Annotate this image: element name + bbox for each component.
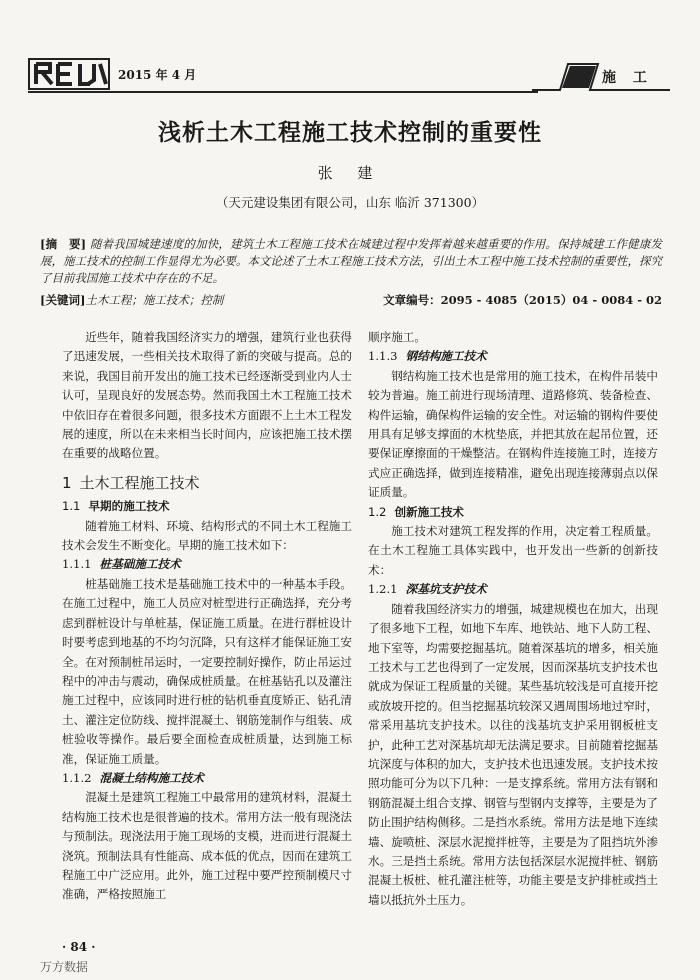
heading-1-1-3-number: 1.1.3 xyxy=(368,349,398,364)
page-number: · 84 · xyxy=(62,940,96,954)
abstract xyxy=(40,236,662,287)
keywords xyxy=(40,293,223,307)
heading-1-1 xyxy=(62,497,352,516)
paragraph-1-1-3: 钢结构施工技术也是常用的施工技术，在构件吊装中较为普遍。施工前进行现场清理、道路修筑、装备检查、构件运输，确保构件运输的安全性。对运输的钢构件要使用具有足够支撑面的木枕垫底，并把其放在起吊位置，还要保证摩擦面的干燥整洁。在钢构件连接施工时，连接方式应正确选择，做到连接精准，避免出现连接薄弱点以保证质量。 xyxy=(368,368,658,500)
author: 张 建 xyxy=(317,164,383,182)
heading-1-2-number: 1.2 xyxy=(368,504,387,519)
paragraph-1-1: 随着施工材料、环境、结构形式的不同土木工程施工技术会发生不断变化。早期的施工技术如下： xyxy=(62,518,352,553)
right-column xyxy=(368,328,658,910)
heading-1 xyxy=(62,474,352,493)
keywords-label: [关键词] xyxy=(40,293,86,307)
article-number-value: 2095 - 4085（2015）04 - 0084 - 02 xyxy=(440,293,662,307)
heading-1-1-2 xyxy=(62,769,352,788)
heading-1-1-2-title: 混凝土结构施工技术 xyxy=(99,770,204,785)
heading-1-1-1 xyxy=(62,555,352,574)
heading-1-1-title: 早期的施工技术 xyxy=(88,499,170,514)
heading-1-1-1-title: 桩基础施工技术 xyxy=(99,557,181,572)
heading-1-2-1-title: 深基坑支护技术 xyxy=(405,582,487,597)
issue-date: 2015 年 4 月 xyxy=(118,68,197,82)
heading-1-2-1 xyxy=(368,580,658,599)
paragraph-1-2: 施工技术对建筑工程发挥的作用，决定着工程质量。在土木工程施工具体实践中，也开发出一些新的创新技术： xyxy=(368,524,658,577)
heading-1-1-3-title: 钢结构施工技术 xyxy=(405,349,487,364)
heading-1-2-1-number: 1.2.1 xyxy=(368,582,398,597)
left-column xyxy=(62,328,352,905)
affiliation: （天元建设集团有限公司，山东 临沂 371300） xyxy=(215,195,485,210)
heading-1-2-title: 创新施工技术 xyxy=(394,504,465,519)
article-title: 浅析土木工程施工技术控制的重要性 xyxy=(158,120,542,146)
heading-1-2 xyxy=(368,503,658,522)
article-number xyxy=(383,292,662,308)
abstract-label: [摘 要] xyxy=(40,237,87,251)
watermark: 万方数据 xyxy=(40,960,89,974)
journal-logo xyxy=(28,58,110,90)
keywords-text: 土木工程；施工技术；控制 xyxy=(85,293,224,307)
continued-text: 顺序施工。 xyxy=(368,330,426,344)
heading-1-1-3 xyxy=(368,347,658,366)
heading-1-number: 1 xyxy=(62,473,72,492)
intro-paragraph: 近些年，随着我国经济实力的增强，建筑行业也获得了迅速发展，一些相关技术取得了新的突破与提高。总的来说，我国目前开发出的施工技术已经逐渐受到业内人士认可，呈现良好的发展态势。然而我国土木工程施工技术中依旧存在着很多问题，很多技术方面跟不上土木工程发展的速度，所以在未来相当长时间内，应该把施工技术摆在重要的战略位置。 xyxy=(62,330,352,461)
heading-1-1-1-number: 1.1.1 xyxy=(62,557,92,572)
abstract-text: 随着我国城建速度的加快，建筑土木工程施工技术在城建过程中发挥着越来越重要的作用。保持城建工作健康发展，施工技术的控制工作显得尤为必要。本文论述了土木工程施工技术方法，引出土木工程中施工技术控制的重要性，探究了目前我国施工技术中存在的不足。 xyxy=(40,237,663,285)
heading-1-title: 土木工程施工技术 xyxy=(79,473,200,492)
header-rule xyxy=(28,91,538,93)
section-label: 施 工 xyxy=(602,70,653,86)
article-number-label: 文章编号： xyxy=(383,293,441,307)
heading-1-1-number: 1.1 xyxy=(62,499,81,514)
paragraph-1-1-2: 混凝土是建筑工程施工中最常用的建筑材料，混凝土结构施工技术也是很普遍的技术。常用方法一般有现浇法与预制法。现浇法用于施工现场的支模，进而进行混凝土浇筑。预制法具有性能高、成本低的优点，因而在建筑工程施工中广泛应用。此外，施工过程中要严控预制模尺寸准确，严格按照施工 xyxy=(62,790,352,902)
heading-1-1-2-number: 1.1.2 xyxy=(62,770,92,785)
paragraph-1-2-1: 随着我国经济实力的增强，城建规模也在加大，出现了很多地下工程，如地下车库、地铁站、地下人防工程、地下室等，均需要挖掘基坑。随着深基坑的增多，相关施工技术与工艺也得到了一定发展，因而深基坑支护技术也就成为保证工程质量的关键。某些基坑较浅是可直接开挖或放坡开挖的。但当挖掘基坑较深又遇周围场地过窄时，常采用基坑支护技术。以往的浅基坑支护采用钢板桩支护，此种工艺对深基坑却无法满足要求。目前随着挖掘基坑深度与体积的加大，支护技术也迅速发展。支护技术按照功能可分为以下几种：一是支撑系统。常用方法有钢和钢筋混凝土组合支撑、钢管与型钢内支撑等，主要是为了防止围护结构侧移。二是挡水系统。常用方法是地下连续墙、旋喷桩、深层水泥搅拌桩等，主要是为了阻挡坑外渗水。三是挡土系统。常用方法包括深层水泥搅拌桩、钢筋混凝土板桩、桩孔灌注桩等，功能主要是支护排桩或挡土墙以抵抗外土压力。 xyxy=(368,601,658,907)
paragraph-1-1-1: 桩基础施工技术是基础施工技术中的一种基本手段。在施工过程中，施工人员应对桩型进行正确选择，充分考虑到群桩设计与单桩基，保证施工质量。在进行群桩设计时要考虑到地基的不均匀沉降，只有这样才能保证施工安全。在对预制桩吊运时，一定要控制好操作，防止吊运过程中的冲击与震动，确保成桩质量。在桩基钻孔以及灌注施工过程中，应该同时进行桩的钻机垂直度矫正、钻孔清土、灌注定位防线、搅拌混凝土、钢筋笼制作与组装、成桩验收等操作。最后要全面检查成桩质量，达到施工标准，保证施工质量。 xyxy=(62,576,352,766)
keywords-line xyxy=(40,292,662,308)
